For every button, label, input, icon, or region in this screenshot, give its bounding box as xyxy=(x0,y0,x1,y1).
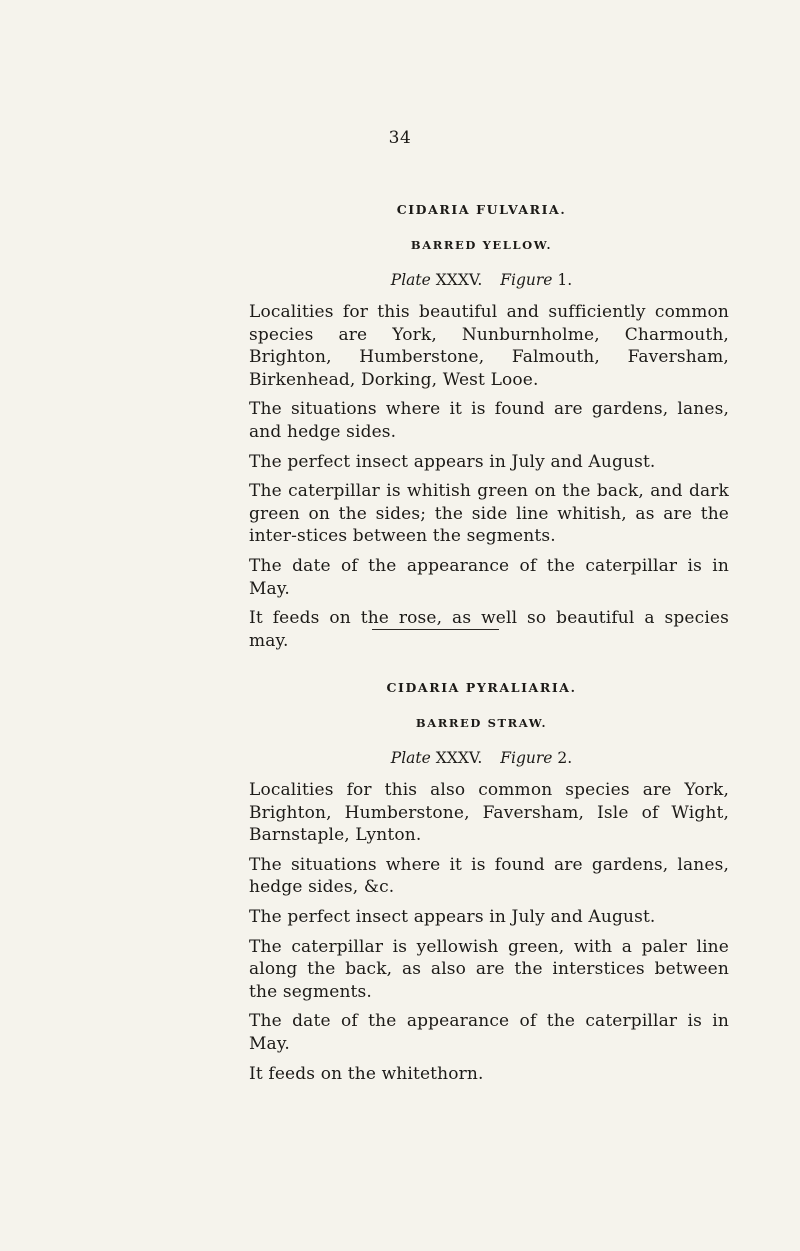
species-entry-fulvaria xyxy=(249,202,784,652)
perfect-insect-paragraph: The perfect insect appears in July and August. xyxy=(249,451,656,472)
caterpillar-date-paragraph: The date of the appearance of the caterpillar is in May. xyxy=(249,1011,729,1054)
figure-number: 2. xyxy=(557,749,573,767)
page-number: 34 xyxy=(388,128,412,148)
situations-paragraph: The situations where it is found are gardens, lanes, and hedge sides. xyxy=(249,399,729,442)
species-name: CIDARIA PYRALIARIA. xyxy=(386,680,577,695)
food-plant-paragraph: It feeds on the rose, as well so beautiful a species may. xyxy=(249,608,729,651)
perfect-insect-paragraph: The perfect insect appears in July and August. xyxy=(249,906,656,927)
figure-number: 1. xyxy=(557,271,573,289)
plate-number: XXXV. xyxy=(435,749,483,767)
figure-label: Figure xyxy=(500,749,553,767)
localities-paragraph: Localities for this beautiful and sufficiently common species are York, Nunburnholme, Charmouth, Brighton, Humberstone, Falmouth, Faversham, Birkenhead, Dorking, West Looe. xyxy=(249,302,729,390)
common-name: BARRED YELLOW. xyxy=(410,238,553,252)
plate-label: Plate xyxy=(390,271,431,289)
plate-number: XXXV. xyxy=(435,271,483,289)
common-name: BARRED STRAW. xyxy=(415,716,548,730)
localities-paragraph: Localities for this also common species are York, Brighton, Humberstone, Faversham, Isle of Wight, Barnstaple, Lynton. xyxy=(249,780,729,846)
food-plant-paragraph: It feeds on the whitethorn. xyxy=(249,1063,484,1084)
situations-paragraph: The situations where it is found are gardens, lanes, hedge sides, &c. xyxy=(249,854,729,898)
species-entry-pyraliaria xyxy=(249,680,784,1085)
caterpillar-description-paragraph: The caterpillar is whitish green on the back, and dark green on the sides; the side line whitish, as are the inter-stices between the segments. xyxy=(249,481,729,547)
caterpillar-description-paragraph: The caterpillar is yellowish green, with a paler line along the back, as also are the interstices between the segments. xyxy=(249,936,729,1002)
plate-reference xyxy=(249,271,714,289)
figure-label: Figure xyxy=(500,271,553,289)
section-divider xyxy=(372,629,499,630)
species-name: CIDARIA FULVARIA. xyxy=(396,202,567,217)
plate-reference xyxy=(249,749,714,767)
plate-label: Plate xyxy=(390,749,431,767)
caterpillar-date-paragraph: The date of the appearance of the caterpillar is in May. xyxy=(249,555,729,599)
